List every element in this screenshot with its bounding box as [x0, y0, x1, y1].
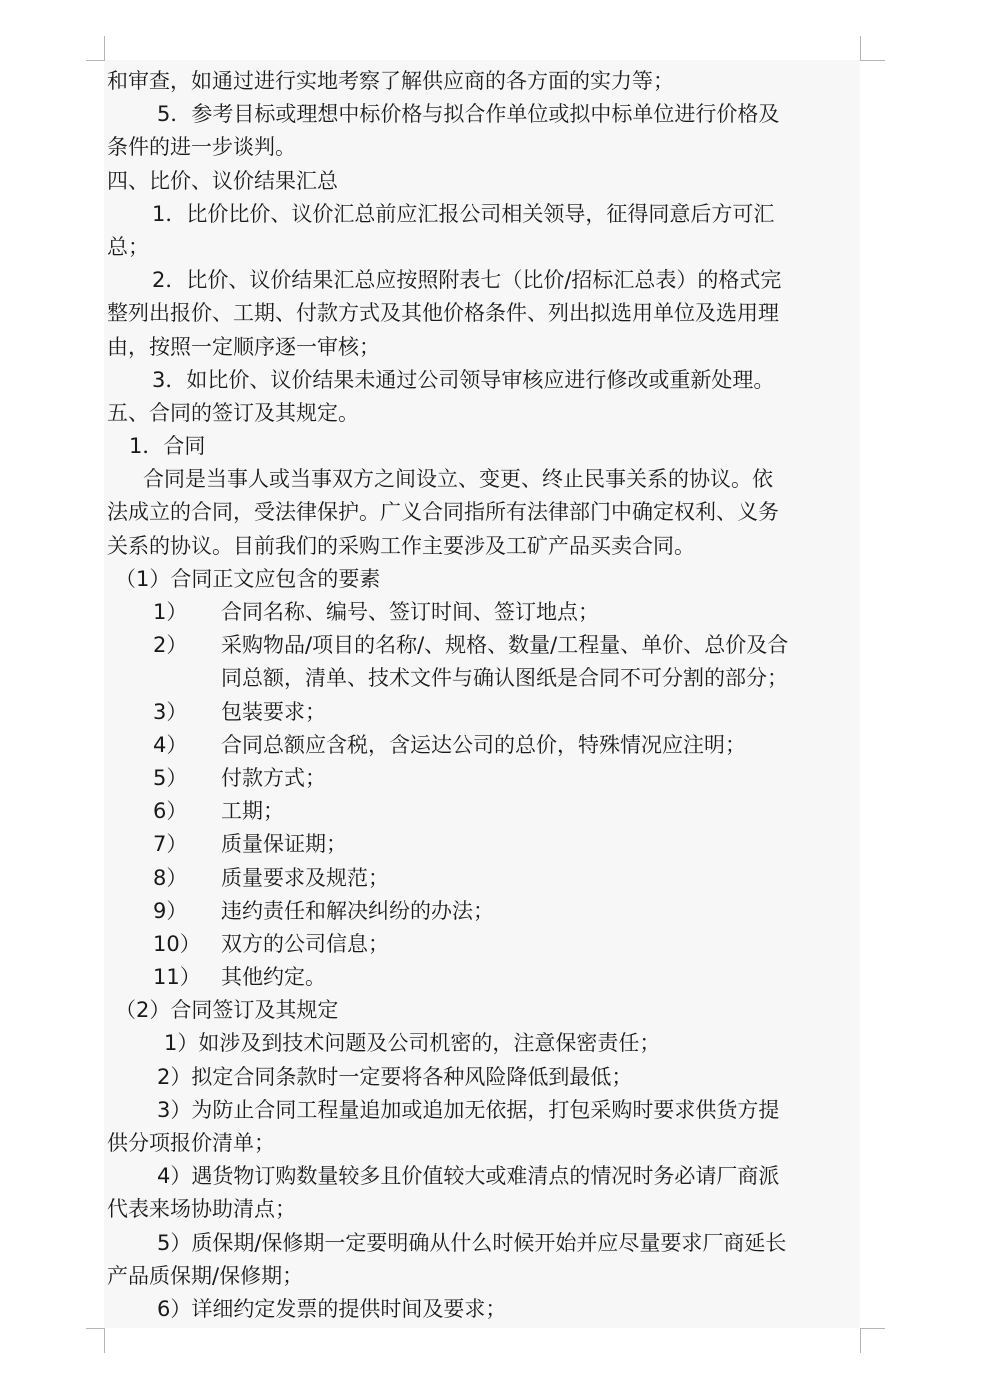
paragraph-line: 关系的协议。目前我们的采购工作主要涉及工矿产品买卖合同。 [107, 533, 695, 558]
list-item [107, 662, 859, 695]
list-text: 合同名称、编号、签订时间、签订地点； [221, 600, 599, 624]
list-number: 6） [153, 799, 188, 824]
list-text: 采购物品/项目的名称/、规格、数量/工程量、单价、总价及合 [221, 633, 789, 658]
list-item [107, 762, 859, 795]
list-text: 质量要求及规范； [221, 865, 389, 890]
list-item [107, 828, 859, 861]
paragraph-line: 2．比价、议价结果汇总应按照附表七（比价/招标汇总表）的格式完 [152, 268, 782, 293]
list-text: 包装要求； [221, 699, 326, 724]
corner-mark-bottom-right [860, 1328, 885, 1353]
paragraph-line: 合同是当事人或当事双方之间设立、变更、终止民事关系的协议。依 [143, 467, 773, 492]
list-text: 工期； [221, 799, 284, 824]
rule-line: 5）质保期/保修期一定要明确从什么时候开始并应尽量要求厂商延长 [157, 1230, 787, 1255]
rule-line: 2）拟定合同条款时一定要将各种风险降低到最低； [157, 1064, 633, 1089]
list-item [107, 596, 859, 629]
section-heading: 五、合同的签订及其规定。 [107, 400, 359, 425]
list-number [107, 662, 221, 695]
list-text: 双方的公司信息； [221, 931, 389, 956]
subsection-heading: （1）合同正文应包含的要素 [115, 566, 381, 591]
paragraph-line: 1．比价比价、议价汇总前应汇报公司相关领导，征得同意后方可汇 [152, 201, 775, 226]
paragraph-line: 3．如比价、议价结果未通过公司领导审核应进行修改或重新处理。 [152, 367, 775, 392]
list-item [107, 862, 859, 895]
list-number: 7） [153, 832, 188, 857]
list-number: 10） [153, 931, 201, 956]
subsection-heading: （2）合同签订及其规定 [115, 998, 339, 1023]
list-number: 1） [153, 600, 188, 624]
document-body [107, 65, 859, 1326]
rule-line: 3）为防止合同工程量追加或追加无依据，打包采购时要求供货方提 [157, 1097, 780, 1122]
list-item [107, 696, 859, 729]
corner-mark-top-left [86, 36, 105, 61]
list-item [107, 895, 859, 928]
list-item [107, 928, 859, 961]
list-number: 2） [153, 633, 188, 658]
paragraph-line: 总； [107, 234, 149, 259]
list-number: 9） [153, 898, 188, 923]
paragraph-line: 由，按照一定顺序逐一审核； [107, 334, 380, 359]
rule-line: 代表来场协助清点； [107, 1197, 296, 1222]
list-number: 8） [153, 865, 188, 890]
list-item [107, 961, 859, 994]
list-number: 4） [153, 732, 188, 757]
list-number: 11） [153, 965, 201, 990]
list-text: 其他约定。 [221, 965, 326, 990]
subsection-heading: 1．合同 [129, 434, 206, 459]
rule-line: 1）如涉及到技术问题及公司机密的，注意保密责任； [164, 1031, 661, 1056]
paragraph-line: 和审查，如通过进行实地考察了解供应商的各方面的实力等； [107, 69, 674, 93]
paragraph-line: 法成立的合同，受法律保护。广义合同指所有法律部门中确定权利、义务 [107, 500, 779, 525]
list-number: 3） [153, 699, 188, 724]
corner-mark-top-right [860, 36, 885, 61]
list-text: 违约责任和解决纠纷的办法； [221, 898, 494, 923]
list-text: 合同总额应含税，含运达公司的总价，特殊情况应注明； [221, 732, 746, 757]
rule-line: 产品质保期/保修期； [107, 1263, 304, 1288]
list-text: 质量保证期； [221, 832, 347, 857]
list-item [107, 795, 859, 828]
section-heading: 四、比价、议价结果汇总 [107, 168, 338, 193]
rule-line: 供分项报价清单； [107, 1131, 275, 1155]
paragraph-line: 条件的进一步谈判。 [107, 135, 296, 160]
list-item [107, 629, 859, 662]
rule-line: 6）详细约定发票的提供时间及要求； [157, 1296, 507, 1321]
list-text: 付款方式； [221, 765, 326, 790]
list-number: 5） [153, 765, 188, 790]
list-item [107, 729, 859, 762]
paragraph-line: 5．参考目标或理想中标价格与拟合作单位或拟中标单位进行价格及 [157, 102, 780, 127]
rule-line: 4）遇货物订购数量较多且价值较大或难清点的情况时务必请厂商派 [157, 1164, 780, 1189]
list-text: 同总额，清单、技术文件与确认图纸是合同不可分割的部分； [221, 666, 788, 691]
corner-mark-bottom-left [86, 1328, 105, 1353]
paragraph-line: 整列出报价、工期、付款方式及其他价格条件、列出拟选用单位及选用理 [107, 301, 779, 326]
